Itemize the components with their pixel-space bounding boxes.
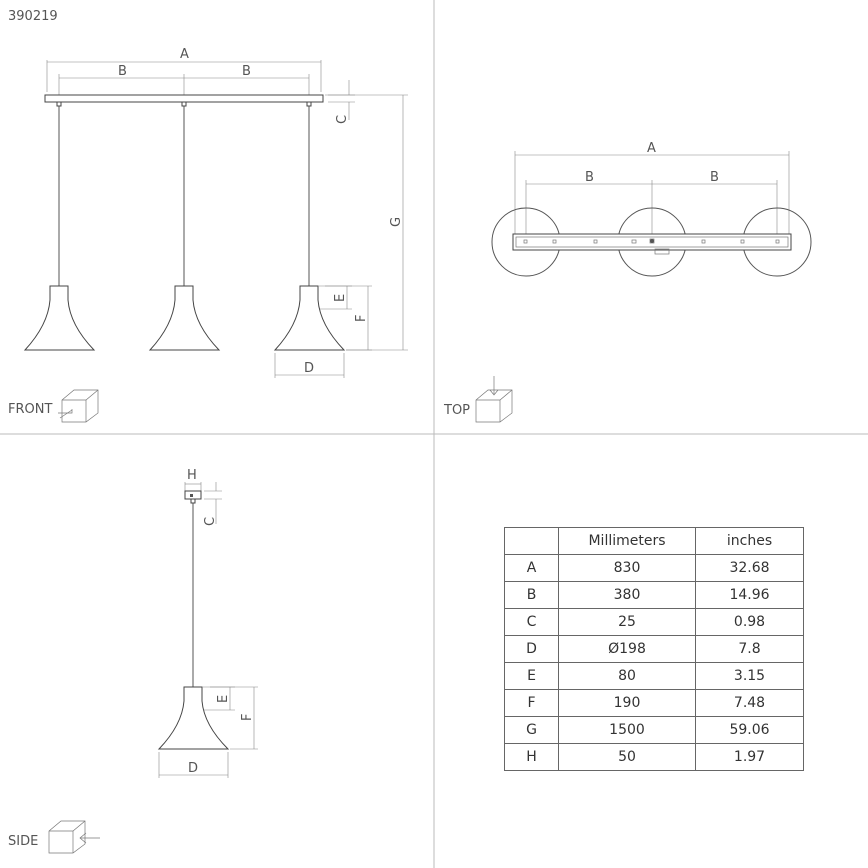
table-cell: A	[505, 555, 559, 582]
table-cell: 32.68	[696, 555, 804, 582]
table-cell: 190	[559, 690, 696, 717]
front-shade-2	[150, 286, 219, 350]
table-cell: 1.97	[696, 744, 804, 771]
front-shade-1	[25, 286, 94, 350]
table-cell: 25	[559, 609, 696, 636]
table-header-cell: inches	[696, 528, 804, 555]
table-cell: 830	[559, 555, 696, 582]
table-cell: 14.96	[696, 582, 804, 609]
front-dim-c: C	[335, 114, 350, 124]
table-cell: 50	[559, 744, 696, 771]
side-cube-icon	[49, 821, 100, 853]
table-cell: H	[505, 744, 559, 771]
front-dim-e: E	[333, 293, 348, 302]
table-header-cell: Millimeters	[559, 528, 696, 555]
side-view	[8, 468, 258, 853]
table-cell: 80	[559, 663, 696, 690]
table-row	[505, 744, 804, 771]
table-cell: G	[505, 717, 559, 744]
table-header-row	[505, 528, 804, 555]
table-row	[505, 609, 804, 636]
front-view-label: FRONT	[8, 402, 53, 417]
front-dim-b1: B	[118, 64, 127, 79]
front-dim-f: F	[354, 314, 369, 322]
table-cell: 0.98	[696, 609, 804, 636]
front-canopy-bar	[45, 95, 323, 102]
front-dim-d: D	[304, 361, 315, 376]
table-row	[505, 690, 804, 717]
table-cell: 3.15	[696, 663, 804, 690]
table-cell: D	[505, 636, 559, 663]
table-row	[505, 555, 804, 582]
side-dim-e: E	[216, 694, 231, 703]
table-row	[505, 663, 804, 690]
front-view	[8, 47, 408, 422]
table-cell: F	[505, 690, 559, 717]
table-cell: Ø198	[559, 636, 696, 663]
front-dim-a: A	[180, 47, 189, 62]
front-dim-g: G	[389, 216, 404, 227]
product-code: 390219	[8, 9, 58, 24]
table-cell: 59.06	[696, 717, 804, 744]
table-cell: B	[505, 582, 559, 609]
top-dim-b1: B	[585, 170, 594, 185]
side-dim-f: F	[240, 713, 255, 721]
side-dim-d: D	[188, 761, 199, 776]
table-cell: C	[505, 609, 559, 636]
side-view-label: SIDE	[8, 834, 39, 849]
table-row	[505, 636, 804, 663]
table-cell: 1500	[559, 717, 696, 744]
top-cube-icon	[476, 376, 512, 422]
table-header-cell	[505, 528, 559, 555]
table-cell: 7.8	[696, 636, 804, 663]
top-dim-b2: B	[710, 170, 719, 185]
table-row	[505, 582, 804, 609]
table-cell: 380	[559, 582, 696, 609]
table-cell: 7.48	[696, 690, 804, 717]
front-cube-icon	[58, 390, 98, 422]
top-view	[443, 141, 811, 422]
side-dim-h: H	[187, 468, 197, 483]
top-dim-a: A	[647, 141, 656, 156]
top-view-label: TOP	[444, 403, 471, 418]
side-dim-c: C	[203, 516, 218, 526]
table-row	[505, 717, 804, 744]
front-dim-b2: B	[242, 64, 251, 79]
table-cell: E	[505, 663, 559, 690]
dimension-table	[504, 527, 804, 771]
